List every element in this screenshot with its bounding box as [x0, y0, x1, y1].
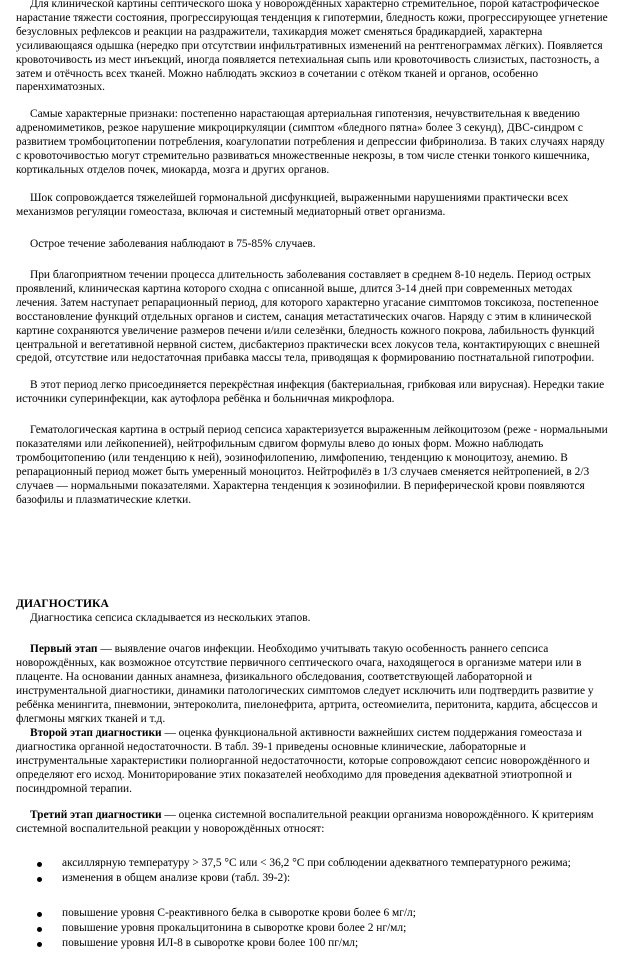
paragraph-hormonal-dysfunction: Шок сопровождается тяжелейшей гормональной дисфункцией, выраженными нарушениями практически всех механизмов регуляции гомеостаза, включая и системный медиаторный ответ организма. — [16, 192, 569, 218]
stage-1-title: Первый этап — [30, 643, 98, 655]
section-heading-diagnostics: ДИАГНОСТИКА — [16, 597, 109, 610]
list-item: повышение уровня прокальцитонина в сыворотке крови более 2 нг/мл; — [16, 922, 608, 937]
bullet-icon — [37, 942, 42, 947]
stage-3-title: Третий этап диагностики — [30, 809, 162, 821]
paragraph-hematological-picture: Гематологическая картина в острый период сепсиса характеризуется выраженным лейкоцитозом (реже - нормальными показателями или лейкопенией), нейтрофильным сдвигом формулы влево до юных форм. Можно наблюдать тромбоцитопению (или тенденцию к ней), эозинофилопению, лимфопению, тенденцию к моноцитозу, анемию. В репарационный период может быть умеренный моноцитоз. Нейтрофилёз в 1/3 случаев сменяется нейтропенией, в 2/3 случаев — нормальными показателями. Характерна тенденция к эозинофилии. В периферической крови появляются базофилы и плазматические клетки. — [16, 424, 608, 506]
paragraph-diagnostics-intro: Диагностика сепсиса складывается из нескольких этапов. — [30, 612, 311, 624]
bullet-icon — [37, 877, 42, 882]
bullet-icon — [37, 912, 42, 917]
list-item: изменения в общем анализе крови (табл. 39-2): — [16, 872, 608, 887]
list-item: аксиллярную температуру > 37,5 °С или < 36,2 °С при соблюдении адекватного температурного режима; — [16, 857, 608, 872]
paragraph-septic-shock-clinical-picture: Для клинической картины септического шока у новорождённых характерно стремительное, порой катастрофическое нарастание тяжести состояния, прогрессирующая тенденция к гипотермии, бледность кожи, прогрессирующее угнетение безусловных рефлексов и реакции на раздражители, тахикардия может сменяться брадикардией, характерна усиливающаяся одышка (нередко при отсутствии инфильтративных изменений на рентгенограммах лёгких). Появляется кровоточивость из мест инъекций, иногда появляется петехиальная сыпь или кровоточивость слизистых, пастозность, а затем и отёчность всех тканей. Можно наблюдать экскиоз в сочетании с отёком тканей и органов, особенно паренхиматозных. — [16, 0, 608, 94]
bullet-icon — [37, 927, 42, 932]
bullet-icon — [37, 862, 42, 867]
criteria-list-b — [16, 907, 608, 952]
paragraph-favorable-course: При благоприятном течении процесса длительность заболевания составляет в среднем 8-10 недель. Период острых проявлений, клиническая картина которого сходна с описанной выше, длится 3-14 дней при современных методах лечения. Затем наступает репарационный период, для которого характерно угасание симптомов токсикоза, постепенное восстановление функций отдельных органов и систем, санация метастатических очагов. Наряду с этим в клинической картине сохраняются увеличение размеров печени и/или селезёнки, бледность кожного покрова, лабильность функций центральной и вегетативной нервной систем, дисбактериоз практически всех локусов тела, контактирующих с внешней средой, отсутствие или недостаточная прибавка массы тела, приводящая к формированию постнатальной гипотрофии. — [16, 269, 600, 365]
paragraph-cross-infection: В этот период легко присоединяется перекрёстная инфекция (бактериальная, грибковая или вирусная). Нередки такие источники суперинфекции, как аутофлора ребёнка и больничная микрофлора. — [16, 379, 605, 405]
list-item: повышение уровня ИЛ-8 в сыворотке крови более 100 пг/мл; — [16, 937, 608, 952]
paragraph-stage-1 — [16, 643, 608, 726]
paragraph-stage-2 — [16, 727, 608, 797]
list-item: повышение уровня С-реактивного белка в сыворотке крови более 6 мг/л; — [16, 907, 608, 922]
paragraph-acute-course: Острое течение заболевания наблюдают в 75-85% случаев. — [30, 238, 316, 250]
stage-1-text: — выявление очагов инфекции. Необходимо учитывать такую особенность раннего сепсиса новорождённых, как возможное отсутствие первичного септического очага, находящегося в организме матери или в плаценте. На основании данных анамнеза, физикального обследования, соответствующей лабораторной и инструментальной диагностики, динамики патологических симптомов следует исключить или подтвердить развитие у ребёнка менингита, пневмонии, энтероколита, пиелонефрита, артрита, остеомиелита, перитонита, кардита, абсцессов и флегмоны мягких тканей и т.д. — [16, 643, 598, 725]
stage-3-text: — оценка системной воспалительной реакции организма новорождённого. К критериям системной воспалительной реакции у новорождённых относят: — [16, 809, 594, 835]
criteria-list-a — [16, 857, 608, 887]
paragraph-characteristic-signs: Самые характерные признаки: постепенно нарастающая артериальная гипотензия, нечувствительная к введению адреномиметиков, резкое нарушение микроциркуляции (симптом «бледного пятна» более 3 секунд), ДВС-синдром с развитием тромбоцитопении потребления, коагулопатии потребления и депрессии фибринолиза. В таких случаях наряду с кровоточивостью могут стремительно развиваться множественные некрозы, в том числе стенки тонкого кишечника, кортикальных отделов почек, миокарда, мозга и других органов. — [16, 108, 605, 176]
paragraph-stage-3 — [16, 809, 608, 837]
stage-2-text: — оценка функциональной активности важнейших систем поддержания гомеостаза и диагностика органной недостаточности. В табл. 39-1 приведены основные клинические, лабораторные и инструментальные характеристики полиорганной недостаточности, которые сопровождают сепсис новорождённого и определяют его исход. Мониторирование этих показателей необходимо для проведения адекватной этиотропной и посиндромной терапии. — [16, 727, 590, 795]
stage-2-title: Второй этап диагностики — [30, 727, 162, 739]
